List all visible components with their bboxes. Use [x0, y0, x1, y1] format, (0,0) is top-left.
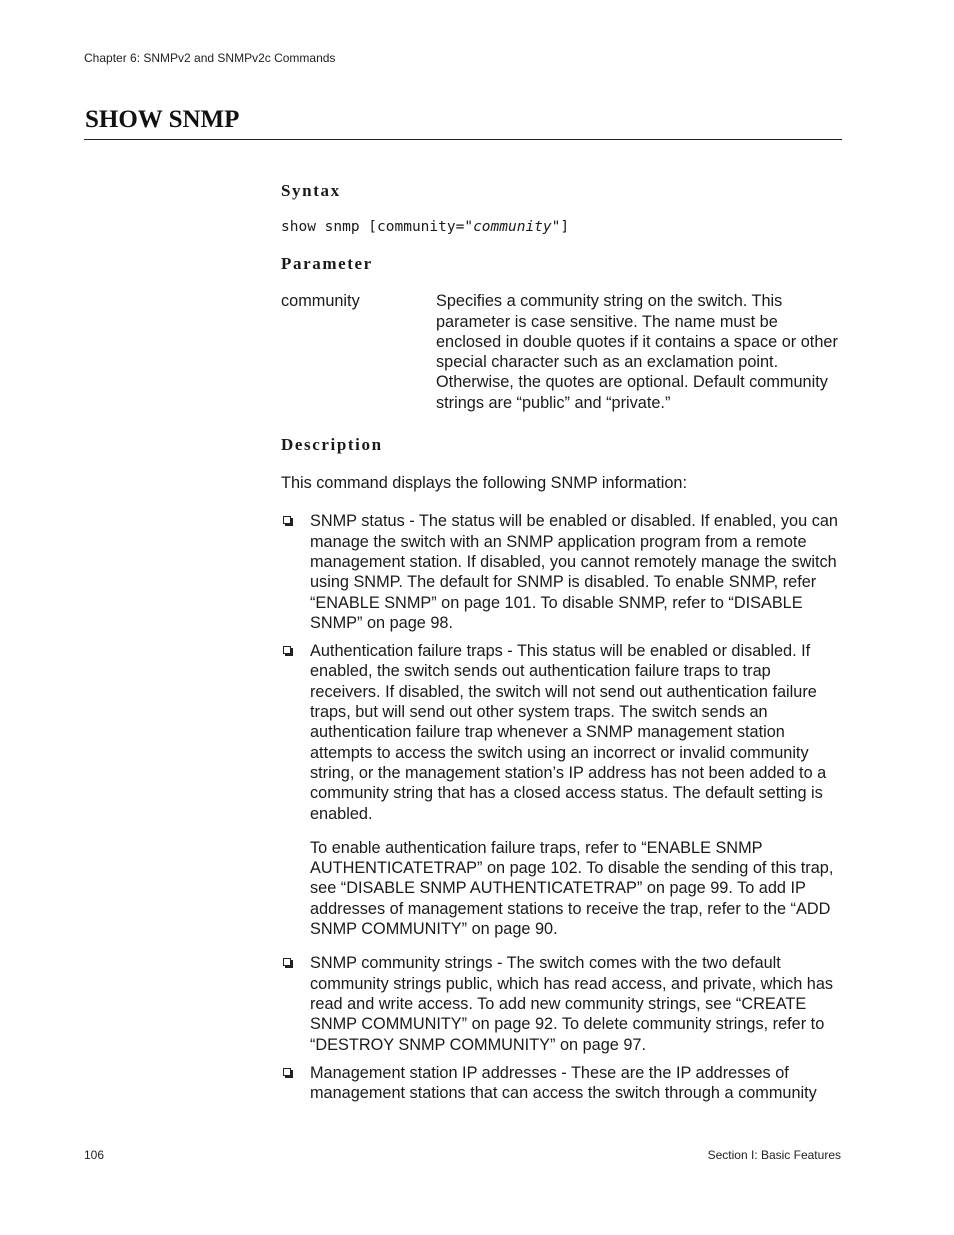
- list-item: [281, 1063, 843, 1104]
- list-item-text: Management station IP addresses - These are the IP addresses of management stations that can access the switch through a community: [310, 1063, 817, 1103]
- list-item: [281, 641, 843, 939]
- checkbox-bullet-icon: [283, 1068, 291, 1076]
- description-list: [281, 511, 843, 1103]
- checkbox-bullet-icon: [283, 646, 291, 654]
- parameter-row: [281, 291, 843, 413]
- list-item-text: SNMP community strings - The switch comes with the two default community strings public, which has read access, and private, which has read and write access. To add new community strings, see “CREATE SNMP COMMUNITY” on page 92. To delete community strings, refer to “DESTROY SNMP COMMUNITY” on page 97.: [310, 954, 834, 1054]
- list-item: [281, 511, 843, 633]
- running-footer-section: Section I: Basic Features: [707, 1148, 841, 1162]
- syntax-code-prefix: show snmp [community=": [281, 219, 474, 235]
- checkbox-bullet-icon: [283, 958, 291, 966]
- list-item-text: Authentication failure traps - This status will be enabled or disabled. If enabled, the switch sends out authentication failure traps to trap receivers. If disabled, the switch will not send out authentication failure traps, but will send out other system traps. The switch sends an authentication failure trap whenever a SNMP management station attempts to access the switch using an incorrect or invalid community string, or the management station’s IP address has not been added to a community string that has a closed access status. The default setting is enabled.: [310, 642, 827, 823]
- parameter-name: community: [281, 292, 360, 311]
- description-intro: This command displays the following SNMP information:: [281, 474, 687, 493]
- list-item-text: SNMP status - The status will be enabled or disabled. If enabled, you can manage the switch with an SNMP application program from a remote management station. If disabled, you cannot remotely manage the switch using SNMP. The default for SNMP is disabled. To enable SNMP, refer “ENABLE SNMP” on page 101. To disable SNMP, refer to “DISABLE SNMP” on page 98.: [310, 512, 838, 632]
- list-item-extra-text: To enable authentication failure traps, refer to “ENABLE SNMP AUTHENTICATETRAP” on page 102. To disable the sending of this trap, see “DISABLE SNMP AUTHENTICATETRAP” on page 99. To add IP addresses of management stations to receive the trap, refer to the “ADD SNMP COMMUNITY” on page 90.: [310, 838, 834, 939]
- checkbox-bullet-icon: [283, 516, 291, 524]
- list-item: [281, 953, 843, 1054]
- syntax-code: [281, 217, 843, 237]
- parameter-description: Specifies a community string on the switch. This parameter is case sensitive. The name must be enclosed in double quotes if it contains a space or other special character such as an exclamation point. Otherwise, the quotes are optional. Default community strings are “public” and “private.”: [436, 292, 838, 412]
- page-title: SHOW SNMP: [85, 106, 240, 133]
- running-header: Chapter 6: SNMPv2 and SNMPv2c Commands: [84, 51, 336, 65]
- page-number: 106: [84, 1148, 105, 1162]
- syntax-code-suffix: "]: [551, 219, 570, 235]
- main-content: [281, 181, 843, 1103]
- parameter-heading: Parameter: [281, 254, 373, 274]
- syntax-heading: Syntax: [281, 181, 341, 200]
- title-rule: [84, 139, 842, 140]
- description-heading: Description: [281, 435, 383, 455]
- syntax-code-variable: community: [473, 219, 552, 235]
